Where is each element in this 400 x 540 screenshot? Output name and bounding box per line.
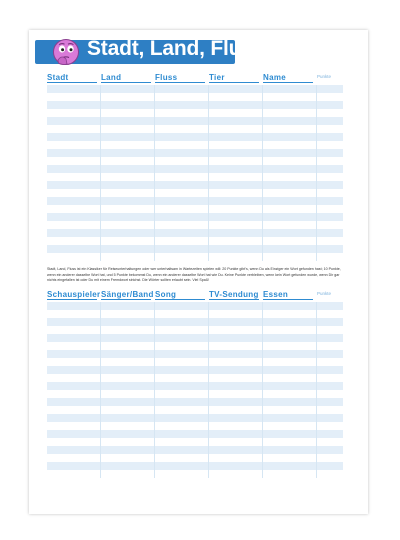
- table-row: [47, 438, 343, 446]
- table-row: [47, 221, 343, 229]
- page-title: Stadt, Land, Fluss: [87, 37, 265, 60]
- table-row: [47, 366, 343, 374]
- table-row: [47, 245, 343, 253]
- column-divider: [262, 302, 263, 478]
- table-row: [47, 141, 343, 149]
- table-row: [47, 133, 343, 141]
- table-row: [47, 85, 343, 93]
- table-row: [47, 318, 343, 326]
- column-header-song: Song: [155, 290, 205, 302]
- column-divider: [208, 85, 209, 261]
- table-rows-2: [47, 302, 343, 478]
- table-row: [47, 189, 343, 197]
- table-row: [47, 454, 343, 462]
- column-divider: [154, 302, 155, 478]
- table-row: [47, 213, 343, 221]
- table-row: [47, 406, 343, 414]
- column-divider: [316, 85, 317, 261]
- table-row: [47, 205, 343, 213]
- column-divider: [262, 85, 263, 261]
- table-row: [47, 117, 343, 125]
- column-divider: [100, 302, 101, 478]
- column-header-score: Punkte: [317, 74, 332, 79]
- table-row: [47, 422, 343, 430]
- column-header-land: Land: [101, 73, 151, 85]
- table-row: [47, 390, 343, 398]
- table-row: [47, 334, 343, 342]
- table-row: [47, 237, 343, 245]
- thinking-face-icon: [52, 38, 82, 68]
- table-row: [47, 374, 343, 382]
- column-divider: [208, 302, 209, 478]
- column-header-tv-sendung: TV-Sendung: [209, 290, 259, 299]
- table-row: [47, 326, 343, 334]
- table-row: [47, 310, 343, 318]
- table-rows-1: [47, 85, 343, 261]
- table-row: [47, 101, 343, 109]
- column-divider: [100, 85, 101, 261]
- table-row: [47, 157, 343, 165]
- column-header-tier: Tier: [209, 73, 259, 85]
- table-row: [47, 253, 343, 261]
- table-row: [47, 181, 343, 189]
- column-header-schauspieler: Schauspieler: [47, 290, 101, 299]
- column-header-score: Punkte: [317, 291, 332, 296]
- table-row: [47, 430, 343, 438]
- table-row: [47, 342, 343, 350]
- table-row: [47, 302, 343, 310]
- table-row: [47, 358, 343, 366]
- table-row: [47, 149, 343, 157]
- answer-table-1: [47, 73, 343, 263]
- table-row: [47, 229, 343, 237]
- column-header-fluss: Fluss: [155, 73, 205, 85]
- table-row: [47, 398, 343, 406]
- column-divider: [316, 302, 317, 478]
- column-header-stadt: Stadt: [47, 73, 97, 85]
- table-row: [47, 414, 343, 422]
- table-row: [47, 382, 343, 390]
- table-row: [47, 173, 343, 181]
- rules-text: Stadt, Land, Fluss ist ein Klassiker für Reiseunterhaltungen oder wer unterhaltsam in Wartezeiten spielen will: 20 Punkte gibt’s, wenn Du als Einziger ein Wort gefunden hast; 10 Punkte, wenn ein anderer dasselbe Wort hat, und 5 Punkte bekommst Du, wenn ein anderer dasselbe Wort hat wie Du. Keine Punkte verbleiben, wenn kein Wort gefunden wurde, wenn Dir gar nichts eingefallen ist oder Du mit einem Fremdwort strichst. Die Wörter sollten erlaubt sein. Viel Spaß!: [47, 267, 341, 283]
- table-row: [47, 462, 343, 470]
- table-row: [47, 446, 343, 454]
- column-header-essen: Essen: [263, 290, 313, 302]
- column-divider: [154, 85, 155, 261]
- table-row: [47, 125, 343, 133]
- column-header-name: Name: [263, 73, 313, 85]
- title-banner: [35, 37, 265, 68]
- table-row: [47, 470, 343, 478]
- table-row: [47, 93, 343, 101]
- answer-table-2: [47, 290, 343, 490]
- column-header-saenger-band: Sänger/Band: [101, 290, 154, 299]
- table-row: [47, 109, 343, 117]
- table-row: [47, 197, 343, 205]
- table-row: [47, 350, 343, 358]
- table-row: [47, 165, 343, 173]
- worksheet-page: [29, 30, 368, 514]
